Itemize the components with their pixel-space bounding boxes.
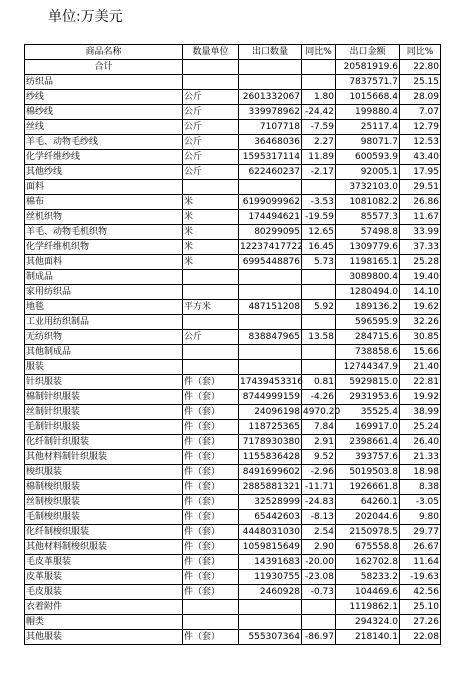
- cell-quantity-yoy: 11.89: [302, 150, 336, 165]
- cell-name: 丝制针织服装: [25, 405, 183, 420]
- cell-unit: 件（套）: [183, 420, 239, 435]
- header-amount-yoy: 同比%: [400, 45, 441, 60]
- cell-quantity: 12237417722: [239, 240, 302, 255]
- table-row: [25, 195, 441, 210]
- cell-name: 针织服装: [25, 375, 183, 390]
- table-row: [25, 315, 441, 330]
- cell-quantity: 838847965: [239, 330, 302, 345]
- cell-quantity: 1059815649: [239, 540, 302, 555]
- cell-quantity: 1595317114: [239, 150, 302, 165]
- cell-amount-yoy: 30.85: [400, 330, 441, 345]
- unit-label: 单位:万美元: [48, 9, 123, 25]
- cell-amount: 1926661.8: [336, 480, 400, 495]
- cell-amount-yoy: 33.99: [400, 225, 441, 240]
- table-body: [25, 60, 441, 645]
- cell-quantity: 32528999: [239, 495, 302, 510]
- cell-quantity-yoy: -23.08: [302, 570, 336, 585]
- cell-unit: 件（套）: [183, 555, 239, 570]
- cell-amount: 12744347.9: [336, 360, 400, 375]
- table-row: [25, 75, 441, 90]
- cell-quantity-yoy: [302, 600, 336, 615]
- cell-amount: 738858.6: [336, 345, 400, 360]
- cell-unit: 公斤: [183, 90, 239, 105]
- cell-quantity-yoy: [302, 345, 336, 360]
- cell-amount: 98071.7: [336, 135, 400, 150]
- table-row: [25, 465, 441, 480]
- cell-amount: 1198165.1: [336, 255, 400, 270]
- cell-amount: 596595.9: [336, 315, 400, 330]
- cell-amount-yoy: 26.40: [400, 435, 441, 450]
- table-row: [25, 435, 441, 450]
- table-row: [25, 375, 441, 390]
- cell-quantity-yoy: -4.26: [302, 390, 336, 405]
- cell-unit: 件（套）: [183, 570, 239, 585]
- cell-amount-yoy: 22.80: [400, 60, 441, 75]
- cell-quantity: 7107718: [239, 120, 302, 135]
- table-row: [25, 150, 441, 165]
- cell-amount-yoy: 12.53: [400, 135, 441, 150]
- cell-amount-yoy: 37.33: [400, 240, 441, 255]
- cell-amount-yoy: 25.15: [400, 75, 441, 90]
- cell-unit: 件（套）: [183, 585, 239, 600]
- table-row: [25, 585, 441, 600]
- cell-quantity: [239, 60, 302, 75]
- cell-amount: 189136.2: [336, 300, 400, 315]
- cell-quantity: 8744999159: [239, 390, 302, 405]
- cell-unit: 件（套）: [183, 405, 239, 420]
- cell-amount: 25117.4: [336, 120, 400, 135]
- table-row: [25, 120, 441, 135]
- cell-amount-yoy: 9.80: [400, 510, 441, 525]
- header-amount: 出口金额: [336, 45, 400, 60]
- cell-unit: 件（套）: [183, 390, 239, 405]
- cell-quantity: [239, 285, 302, 300]
- table-row: [25, 510, 441, 525]
- cell-unit: [183, 180, 239, 195]
- cell-name: 毛皮服装: [25, 585, 183, 600]
- cell-quantity: 2601332067: [239, 90, 302, 105]
- table-row: [25, 165, 441, 180]
- cell-amount-yoy: 21.33: [400, 450, 441, 465]
- cell-name: 纺织品: [25, 75, 183, 90]
- cell-unit: 件（套）: [183, 525, 239, 540]
- cell-unit: 公斤: [183, 330, 239, 345]
- cell-quantity-yoy: -2.17: [302, 165, 336, 180]
- cell-quantity: 8491699602: [239, 465, 302, 480]
- cell-quantity: [239, 600, 302, 615]
- cell-unit: 米: [183, 195, 239, 210]
- cell-quantity: 80299095: [239, 225, 302, 240]
- cell-amount: 162702.8: [336, 555, 400, 570]
- cell-name: 棉布: [25, 195, 183, 210]
- cell-amount: 199880.4: [336, 105, 400, 120]
- cell-amount-yoy: 12.79: [400, 120, 441, 135]
- cell-quantity-yoy: [302, 60, 336, 75]
- table-row: [25, 405, 441, 420]
- table-row: [25, 615, 441, 630]
- cell-quantity: [239, 360, 302, 375]
- cell-quantity: 2460928: [239, 585, 302, 600]
- cell-name: 丝机织物: [25, 210, 183, 225]
- cell-name: 家用纺织品: [25, 285, 183, 300]
- cell-name: 其他纱线: [25, 165, 183, 180]
- table-row: [25, 105, 441, 120]
- cell-amount-yoy: 14.10: [400, 285, 441, 300]
- cell-quantity-yoy: -24.83: [302, 495, 336, 510]
- cell-amount-yoy: 8.38: [400, 480, 441, 495]
- table-row: [25, 255, 441, 270]
- cell-unit: 米: [183, 240, 239, 255]
- cell-amount-yoy: 25.10: [400, 600, 441, 615]
- cell-quantity-yoy: -7.59: [302, 120, 336, 135]
- cell-name: 羊毛、动物毛机织物: [25, 225, 183, 240]
- cell-name: 棉纱线: [25, 105, 183, 120]
- table-row: [25, 60, 441, 75]
- cell-unit: 件（套）: [183, 480, 239, 495]
- cell-quantity-yoy: 2.91: [302, 435, 336, 450]
- cell-quantity-yoy: -11.71: [302, 480, 336, 495]
- cell-amount-yoy: -19.63: [400, 570, 441, 585]
- cell-quantity-yoy: -3.53: [302, 195, 336, 210]
- table-header-row: [25, 45, 441, 60]
- cell-quantity: 4448031030: [239, 525, 302, 540]
- cell-name: 衣着附件: [25, 600, 183, 615]
- cell-amount-yoy: 18.98: [400, 465, 441, 480]
- table-row: [25, 570, 441, 585]
- cell-quantity-yoy: -0.73: [302, 585, 336, 600]
- cell-quantity: 6199099962: [239, 195, 302, 210]
- cell-quantity: 174494621: [239, 210, 302, 225]
- table-row: [25, 360, 441, 375]
- cell-quantity-yoy: 0.81: [302, 375, 336, 390]
- export-table: [24, 44, 441, 645]
- cell-name: 毛制针织服装: [25, 420, 183, 435]
- cell-amount-yoy: 29.77: [400, 525, 441, 540]
- table-row: [25, 450, 441, 465]
- table-row: [25, 345, 441, 360]
- cell-name: 化纤制针织服装: [25, 435, 183, 450]
- cell-quantity: 118725365: [239, 420, 302, 435]
- cell-amount-yoy: 42.56: [400, 585, 441, 600]
- cell-amount-yoy: 11.64: [400, 555, 441, 570]
- cell-amount-yoy: 38.99: [400, 405, 441, 420]
- cell-unit: [183, 270, 239, 285]
- cell-amount: 1081082.2: [336, 195, 400, 210]
- cell-unit: 件（套）: [183, 435, 239, 450]
- table-row: [25, 390, 441, 405]
- cell-unit: [183, 600, 239, 615]
- cell-amount: 2398661.4: [336, 435, 400, 450]
- cell-quantity-yoy: 7.84: [302, 420, 336, 435]
- cell-unit: 米: [183, 255, 239, 270]
- cell-unit: 件（套）: [183, 375, 239, 390]
- table-row: [25, 270, 441, 285]
- cell-amount: 35525.4: [336, 405, 400, 420]
- cell-name: 丝线: [25, 120, 183, 135]
- cell-unit: [183, 345, 239, 360]
- cell-quantity: 14391683: [239, 555, 302, 570]
- table-row: [25, 495, 441, 510]
- cell-amount-yoy: 43.40: [400, 150, 441, 165]
- cell-quantity: 24096198: [239, 405, 302, 420]
- cell-quantity: 2885881321: [239, 480, 302, 495]
- cell-quantity-yoy: 13.58: [302, 330, 336, 345]
- table-row: [25, 240, 441, 255]
- cell-quantity-yoy: 4970.20: [302, 405, 336, 420]
- header-name: 商品名称: [25, 45, 183, 60]
- cell-name: 丝制梭织服装: [25, 495, 183, 510]
- cell-name: 毛皮革服装: [25, 555, 183, 570]
- cell-amount-yoy: 27.26: [400, 615, 441, 630]
- cell-amount: 1309779.6: [336, 240, 400, 255]
- cell-quantity-yoy: 1.80: [302, 90, 336, 105]
- cell-amount: 675558.8: [336, 540, 400, 555]
- cell-unit: 件（套）: [183, 510, 239, 525]
- cell-quantity-yoy: 2.54: [302, 525, 336, 540]
- cell-amount-yoy: 11.67: [400, 210, 441, 225]
- cell-name: 制成品: [25, 270, 183, 285]
- table-row: [25, 330, 441, 345]
- cell-amount: 104469.6: [336, 585, 400, 600]
- cell-amount-yoy: 7.07: [400, 105, 441, 120]
- cell-quantity: 622460237: [239, 165, 302, 180]
- cell-unit: 件（套）: [183, 450, 239, 465]
- cell-quantity: [239, 270, 302, 285]
- cell-unit: [183, 360, 239, 375]
- cell-amount-yoy: 29.51: [400, 180, 441, 195]
- cell-quantity-yoy: [302, 75, 336, 90]
- cell-amount: 600593.9: [336, 150, 400, 165]
- cell-quantity: 7178930380: [239, 435, 302, 450]
- cell-amount-yoy: 17.95: [400, 165, 441, 180]
- cell-quantity-yoy: 5.73: [302, 255, 336, 270]
- cell-name: 皮革服装: [25, 570, 183, 585]
- cell-quantity: 6995448876: [239, 255, 302, 270]
- header-unit: 数量单位: [183, 45, 239, 60]
- cell-unit: 公斤: [183, 105, 239, 120]
- cell-quantity-yoy: 16.45: [302, 240, 336, 255]
- table-row: [25, 210, 441, 225]
- cell-amount: 2931953.6: [336, 390, 400, 405]
- table-row: [25, 480, 441, 495]
- cell-quantity: 11930755: [239, 570, 302, 585]
- cell-quantity-yoy: 5.92: [302, 300, 336, 315]
- cell-amount: 85577.3: [336, 210, 400, 225]
- cell-amount-yoy: 19.62: [400, 300, 441, 315]
- cell-unit: [183, 60, 239, 75]
- cell-quantity-yoy: 2.90: [302, 540, 336, 555]
- cell-quantity-yoy: -2.96: [302, 465, 336, 480]
- cell-name: 帽类: [25, 615, 183, 630]
- table-row: [25, 420, 441, 435]
- cell-unit: 米: [183, 225, 239, 240]
- table-row: [25, 525, 441, 540]
- cell-unit: [183, 315, 239, 330]
- cell-unit: 公斤: [183, 165, 239, 180]
- cell-amount: 58233.2: [336, 570, 400, 585]
- cell-quantity: [239, 75, 302, 90]
- cell-quantity-yoy: [302, 270, 336, 285]
- cell-quantity: 487151208: [239, 300, 302, 315]
- table-row: [25, 630, 441, 645]
- cell-amount: 202044.6: [336, 510, 400, 525]
- table-row: [25, 90, 441, 105]
- cell-quantity-yoy: 9.52: [302, 450, 336, 465]
- cell-quantity-yoy: 12.65: [302, 225, 336, 240]
- cell-name: 梭织服装: [25, 465, 183, 480]
- cell-quantity-yoy: -20.00: [302, 555, 336, 570]
- cell-quantity-yoy: [302, 315, 336, 330]
- cell-name: 其他服装: [25, 630, 183, 645]
- table-row: [25, 300, 441, 315]
- cell-amount-yoy: 28.09: [400, 90, 441, 105]
- cell-unit: 件（套）: [183, 630, 239, 645]
- cell-name: 毛制梭织服装: [25, 510, 183, 525]
- cell-quantity-yoy: -24.42: [302, 105, 336, 120]
- cell-quantity-yoy: -19.59: [302, 210, 336, 225]
- cell-amount: 3732103.0: [336, 180, 400, 195]
- cell-amount: 5929815.0: [336, 375, 400, 390]
- cell-name: 棉制梭织服装: [25, 480, 183, 495]
- cell-amount-yoy: 15.66: [400, 345, 441, 360]
- cell-unit: 件（套）: [183, 465, 239, 480]
- cell-amount: 3089800.4: [336, 270, 400, 285]
- cell-name: 化学纤维纱线: [25, 150, 183, 165]
- cell-unit: 公斤: [183, 120, 239, 135]
- cell-unit: 件（套）: [183, 540, 239, 555]
- cell-amount: 57498.8: [336, 225, 400, 240]
- cell-unit: [183, 285, 239, 300]
- cell-name: 化学纤维机织物: [25, 240, 183, 255]
- header-quantity-yoy: 同比%: [302, 45, 336, 60]
- cell-quantity-yoy: [302, 615, 336, 630]
- cell-name: 其他制成品: [25, 345, 183, 360]
- cell-amount: 284715.6: [336, 330, 400, 345]
- cell-amount-yoy: 21.40: [400, 360, 441, 375]
- cell-amount: 2150978.5: [336, 525, 400, 540]
- cell-name: 其他材料制梭织服装: [25, 540, 183, 555]
- cell-amount: 7837571.7: [336, 75, 400, 90]
- cell-quantity-yoy: [302, 360, 336, 375]
- cell-amount-yoy: 26.67: [400, 540, 441, 555]
- cell-amount-yoy: -3.05: [400, 495, 441, 510]
- cell-quantity-yoy: -8.13: [302, 510, 336, 525]
- cell-amount-yoy: 22.08: [400, 630, 441, 645]
- cell-amount-yoy: 25.24: [400, 420, 441, 435]
- table-row: [25, 540, 441, 555]
- cell-name: 棉制针织服装: [25, 390, 183, 405]
- cell-quantity: 1155836428: [239, 450, 302, 465]
- cell-name: 其他面料: [25, 255, 183, 270]
- cell-amount-yoy: 19.40: [400, 270, 441, 285]
- cell-unit: 公斤: [183, 150, 239, 165]
- cell-quantity: 339978962: [239, 105, 302, 120]
- cell-amount-yoy: 25.28: [400, 255, 441, 270]
- cell-unit: 件（套）: [183, 495, 239, 510]
- cell-amount-yoy: 22.81: [400, 375, 441, 390]
- table-row: [25, 285, 441, 300]
- cell-quantity: 36468036: [239, 135, 302, 150]
- cell-unit: 米: [183, 210, 239, 225]
- cell-quantity-yoy: 2.27: [302, 135, 336, 150]
- cell-name: 服装: [25, 360, 183, 375]
- cell-amount: 64260.1: [336, 495, 400, 510]
- cell-name: 无纺织物: [25, 330, 183, 345]
- table-row: [25, 135, 441, 150]
- cell-amount: 393757.6: [336, 450, 400, 465]
- cell-name: 工业用纺织制品: [25, 315, 183, 330]
- cell-quantity: 17439453316: [239, 375, 302, 390]
- cell-quantity-yoy: [302, 180, 336, 195]
- cell-amount: 1280494.0: [336, 285, 400, 300]
- cell-quantity: [239, 615, 302, 630]
- cell-amount-yoy: 26.86: [400, 195, 441, 210]
- cell-unit: 公斤: [183, 135, 239, 150]
- cell-amount: 1015668.4: [336, 90, 400, 105]
- cell-amount: 169917.0: [336, 420, 400, 435]
- cell-name: 化纤制梭织服装: [25, 525, 183, 540]
- cell-quantity: 555307364: [239, 630, 302, 645]
- header-quantity: 出口数量: [239, 45, 302, 60]
- table-row: [25, 180, 441, 195]
- cell-quantity-yoy: [302, 285, 336, 300]
- cell-amount: 5019503.8: [336, 465, 400, 480]
- cell-name: 合计: [25, 60, 183, 75]
- table-row: [25, 555, 441, 570]
- cell-name: 地毯: [25, 300, 183, 315]
- table-row: [25, 225, 441, 240]
- cell-name: 羊毛、动物毛纱线: [25, 135, 183, 150]
- cell-unit: [183, 615, 239, 630]
- cell-amount: 1119862.1: [336, 600, 400, 615]
- cell-amount: 294324.0: [336, 615, 400, 630]
- cell-unit: 平方米: [183, 300, 239, 315]
- cell-quantity: [239, 345, 302, 360]
- cell-quantity-yoy: -86.97: [302, 630, 336, 645]
- cell-amount-yoy: 32.26: [400, 315, 441, 330]
- cell-amount: 218140.1: [336, 630, 400, 645]
- cell-amount: 92005.1: [336, 165, 400, 180]
- cell-amount: 20581919.6: [336, 60, 400, 75]
- cell-name: 面料: [25, 180, 183, 195]
- cell-quantity: 65442603: [239, 510, 302, 525]
- cell-quantity: [239, 180, 302, 195]
- cell-unit: [183, 75, 239, 90]
- cell-name: 其他材料制针织服装: [25, 450, 183, 465]
- cell-quantity: [239, 315, 302, 330]
- table-row: [25, 600, 441, 615]
- cell-amount-yoy: 19.92: [400, 390, 441, 405]
- cell-name: 纱线: [25, 90, 183, 105]
